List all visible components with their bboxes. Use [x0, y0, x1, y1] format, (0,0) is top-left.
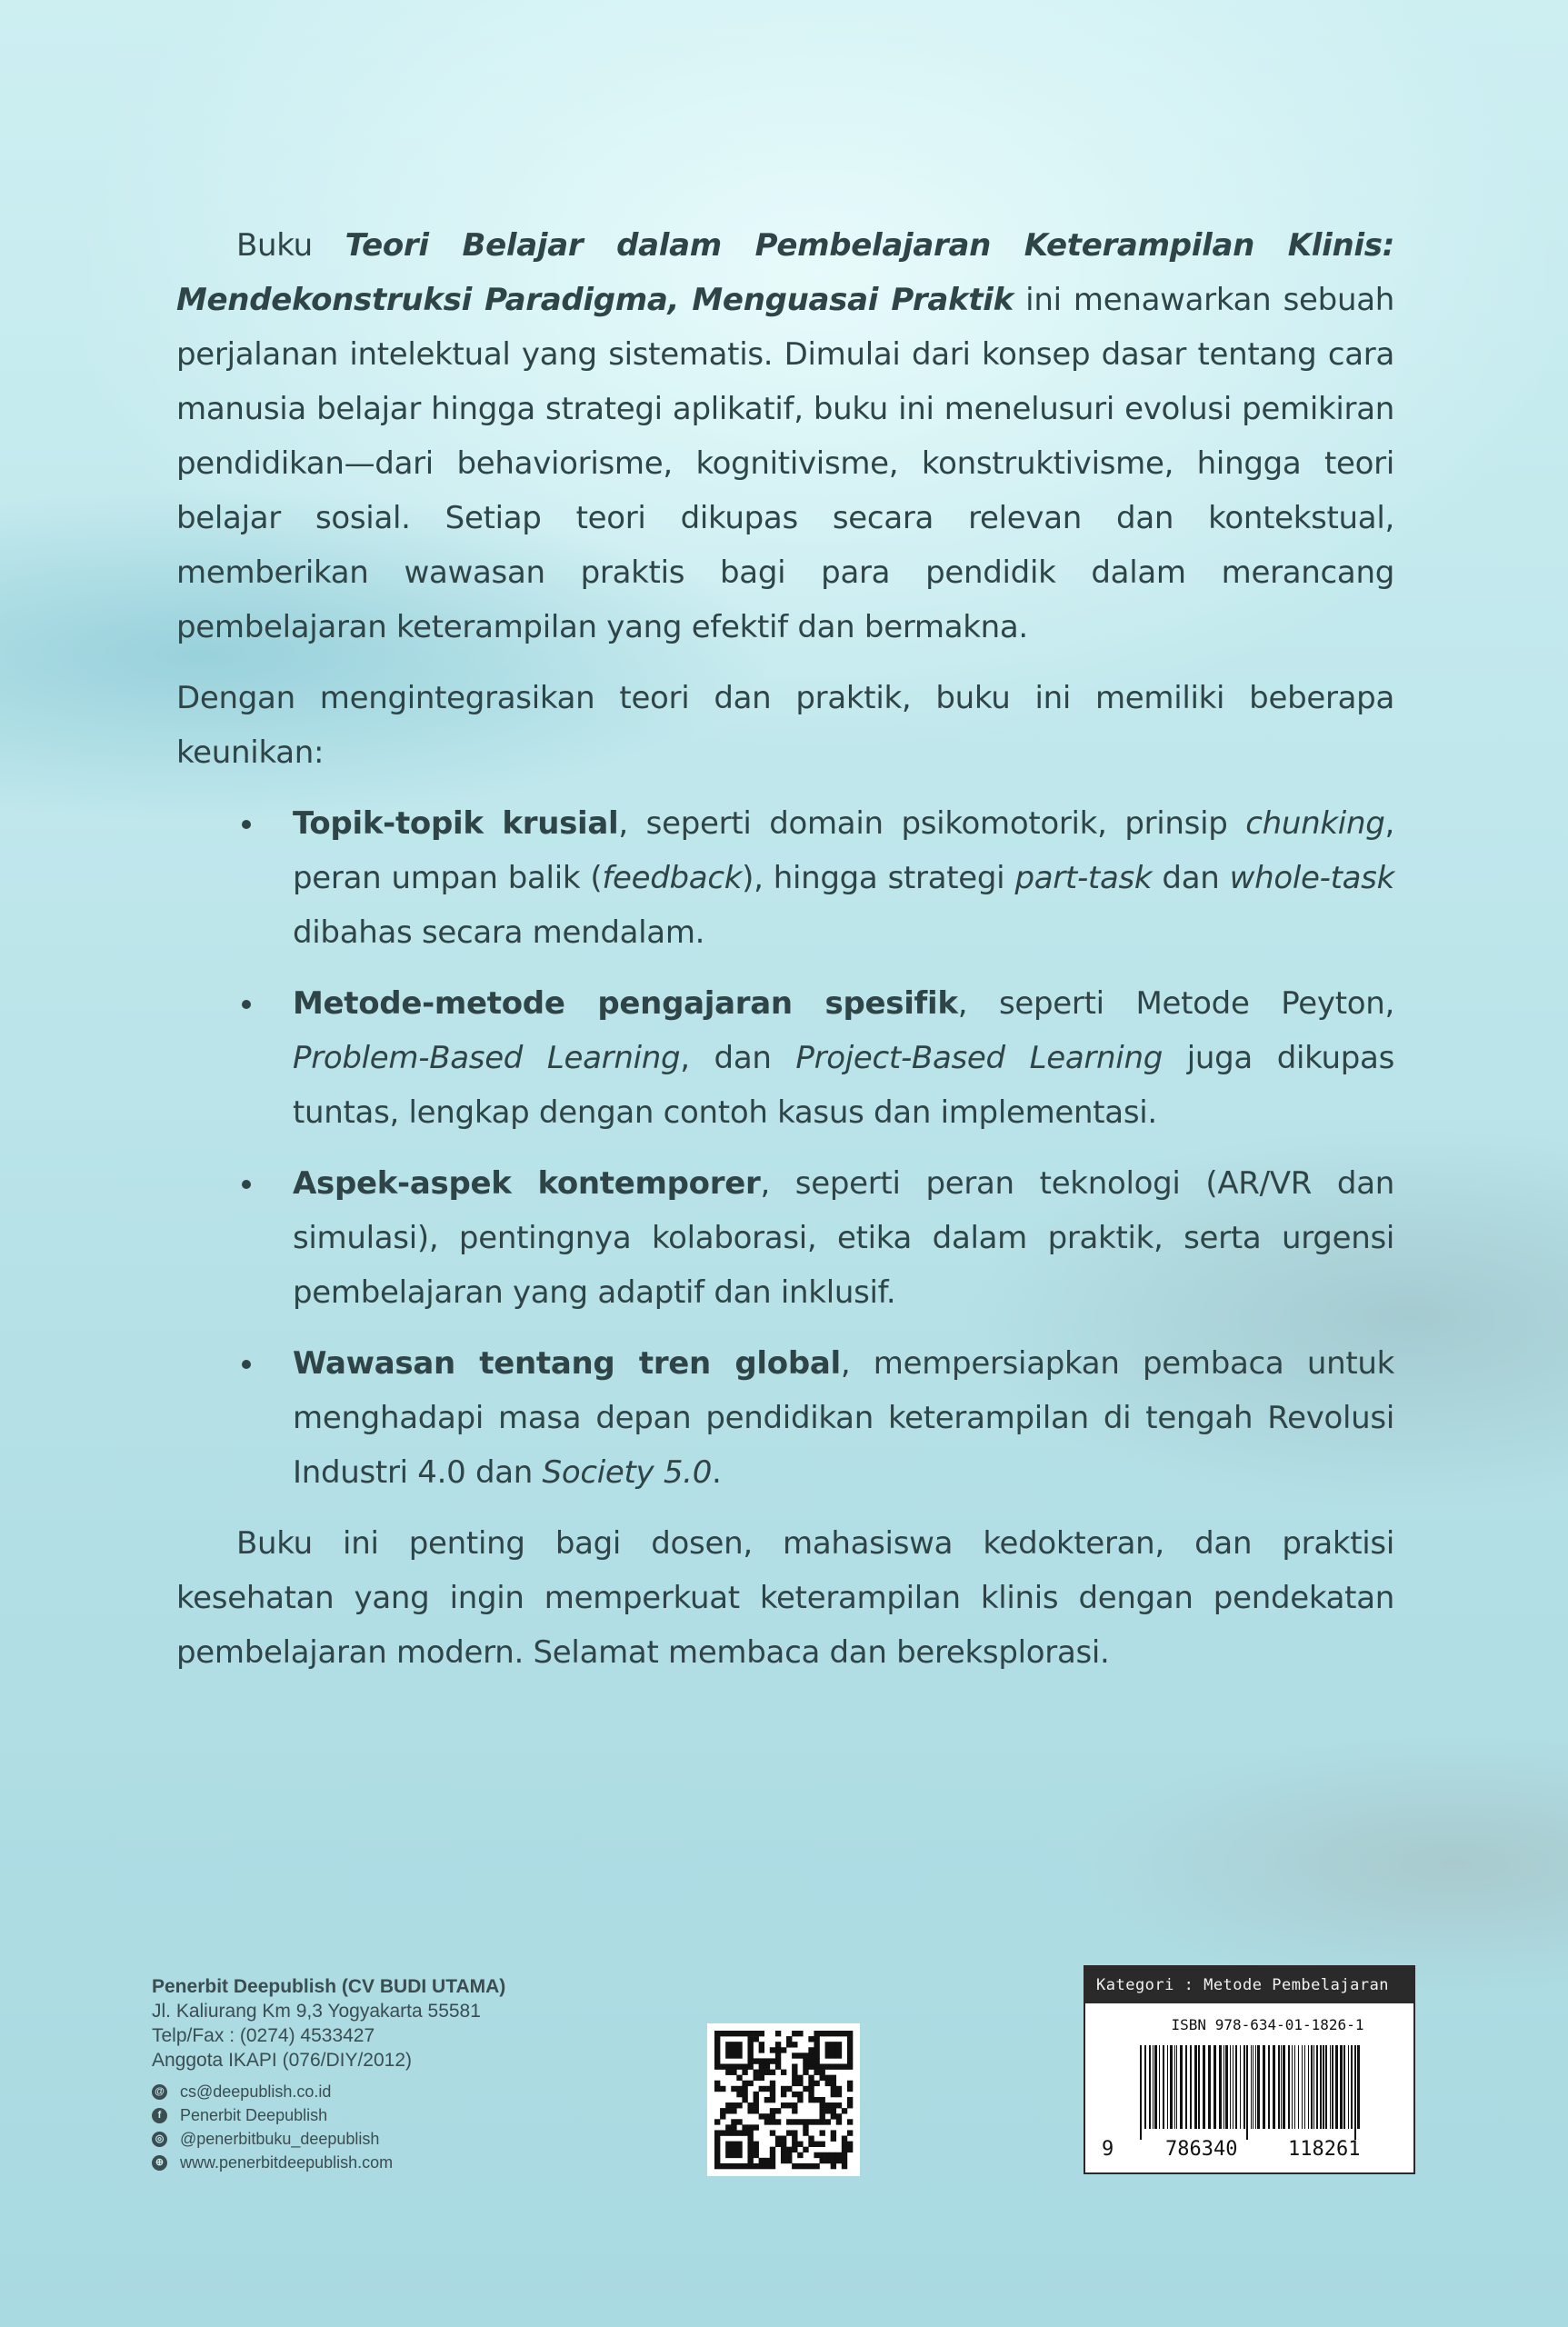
bullet-italic: whole-task	[1229, 860, 1394, 896]
publisher-ikapi: Anggota IKAPI (076/DIY/2012)	[152, 2050, 413, 2071]
bullet-heading: Metode-metode pengajaran spesifik	[293, 985, 958, 1022]
bullet-text: , mempersiapkan pembaca untuk menghadapi masa depan pendidikan keterampilan di tengah Revolusi Industri 4.0 dan	[293, 1345, 1395, 1491]
contact-instagram-text[interactable]: @penerbitbuku_deepublish	[180, 2130, 380, 2148]
qr-code[interactable]	[707, 2023, 860, 2176]
facebook-icon: f	[152, 2108, 167, 2123]
bullet-italic: part-task	[1014, 860, 1153, 896]
list-item	[176, 976, 1394, 1140]
bullet-text: juga dikupas tuntas, lengkap dengan contoh kasus dan implementasi.	[293, 1040, 1394, 1131]
intro-paragraph	[176, 218, 1394, 654]
lead-in-paragraph: Dengan mengintegrasikan teori dan praktik, buku ini memiliki beberapa keunikan:	[176, 680, 1394, 771]
isbn-number: ISBN 978-634-01-1826-1	[1171, 2016, 1364, 2033]
bullet-italic: Society 5.0	[542, 1454, 713, 1491]
bullet-text: , seperti Metode Peyton,	[957, 985, 1395, 1022]
contact-facebook-text[interactable]: Penerbit Deepublish	[180, 2106, 328, 2124]
list-item	[176, 796, 1394, 960]
instagram-icon: ◎	[152, 2132, 167, 2147]
bullet-text: ), hingga strategi	[742, 860, 1015, 896]
publisher-phone: Telp/Fax : (0274) 4533427	[152, 2025, 375, 2046]
publisher-info	[152, 1974, 505, 2174]
qr-code-image	[707, 2023, 860, 2176]
bullet-text: , dan	[680, 1040, 796, 1076]
globe-icon: ⊕	[152, 2155, 167, 2171]
bullet-italic: Problem-Based Learning	[293, 1040, 681, 1076]
barcode-digit-left: 786340	[1165, 2138, 1238, 2161]
barcode	[1102, 2045, 1402, 2151]
blurb	[176, 218, 1394, 1696]
bullet-text: , seperti domain psikomotorik, prinsip	[618, 805, 1246, 842]
barcode-digit-right: 118261	[1288, 2138, 1361, 2161]
bullet-text: dibahas secara mendalam.	[293, 914, 705, 951]
feature-list	[176, 796, 1394, 1500]
bullet-heading: Aspek-aspek kontemporer	[293, 1165, 761, 1202]
contact-website	[152, 2151, 505, 2174]
list-item	[176, 1156, 1394, 1320]
publisher-name: Penerbit Deepublish (CV BUDI UTAMA)	[152, 1976, 506, 1997]
contact-email-text[interactable]: cs@deepublish.co.id	[180, 2082, 332, 2101]
category-label: Kategori : Metode Pembelajaran	[1085, 1967, 1413, 2003]
closing-paragraph: Buku ini penting bagi dosen, mahasiswa kedokteran, dan praktisi kesehatan yang ingin memperkuat keterampilan klinis dengan pendekatan pembelajaran modern. Selamat membaca dan bereksplorasi.	[176, 1525, 1394, 1671]
contact-instagram	[152, 2127, 505, 2151]
bullet-text: .	[712, 1454, 722, 1491]
contact-list	[152, 2080, 505, 2174]
bullet-heading: Topik-topik krusial	[293, 805, 619, 842]
email-icon: @	[152, 2084, 167, 2100]
bullet-italic: feedback	[602, 860, 743, 896]
barcode-digit-prefix: 9	[1102, 2138, 1114, 2161]
bullet-heading: Wawasan tentang tren global	[293, 1345, 841, 1382]
bullet-text: dan	[1152, 860, 1230, 896]
bullet-italic: chunking	[1245, 805, 1385, 842]
contact-website-text[interactable]: www.penerbitdeepublish.com	[180, 2153, 394, 2172]
bullet-text: , peran umpan balik (	[293, 805, 1394, 896]
bullet-italic: Project-Based Learning	[795, 1040, 1163, 1076]
book-title: Teori Belajar dalam Pembelajaran Keterampilan Klinis: Mendekonstruksi Paradigma, Menguasai Praktik	[176, 227, 1394, 318]
isbn-label	[1084, 1965, 1415, 2174]
publisher-address: Jl. Kaliurang Km 9,3 Yogyakarta 55581	[152, 2001, 481, 2022]
bullet-text: , seperti peran teknologi (AR/VR dan simulasi), pentingnya kolaborasi, etika dalam praktik, serta urgensi pembelajaran yang adaptif dan inklusif.	[293, 1165, 1394, 1311]
list-item	[176, 1336, 1394, 1500]
intro-lead: Buku	[236, 227, 313, 264]
contact-facebook	[152, 2103, 505, 2127]
contact-email	[152, 2080, 505, 2103]
intro-body: ini menawarkan sebuah perjalanan intelektual yang sistematis. Dimulai dari konsep dasar tentang cara manusia belajar hingga strategi aplikatif, buku ini menelusuri evolusi pemikiran pendidikan—dari behaviorisme, kognitivisme, konstruktivisme, hingga teori belajar sosial. Setiap teori dikupas secara relevan dan kontekstual, memberikan wawasan praktis bagi para pendidik dalam merancang pembelajaran keterampilan yang efektif dan bermakna.	[176, 282, 1394, 645]
